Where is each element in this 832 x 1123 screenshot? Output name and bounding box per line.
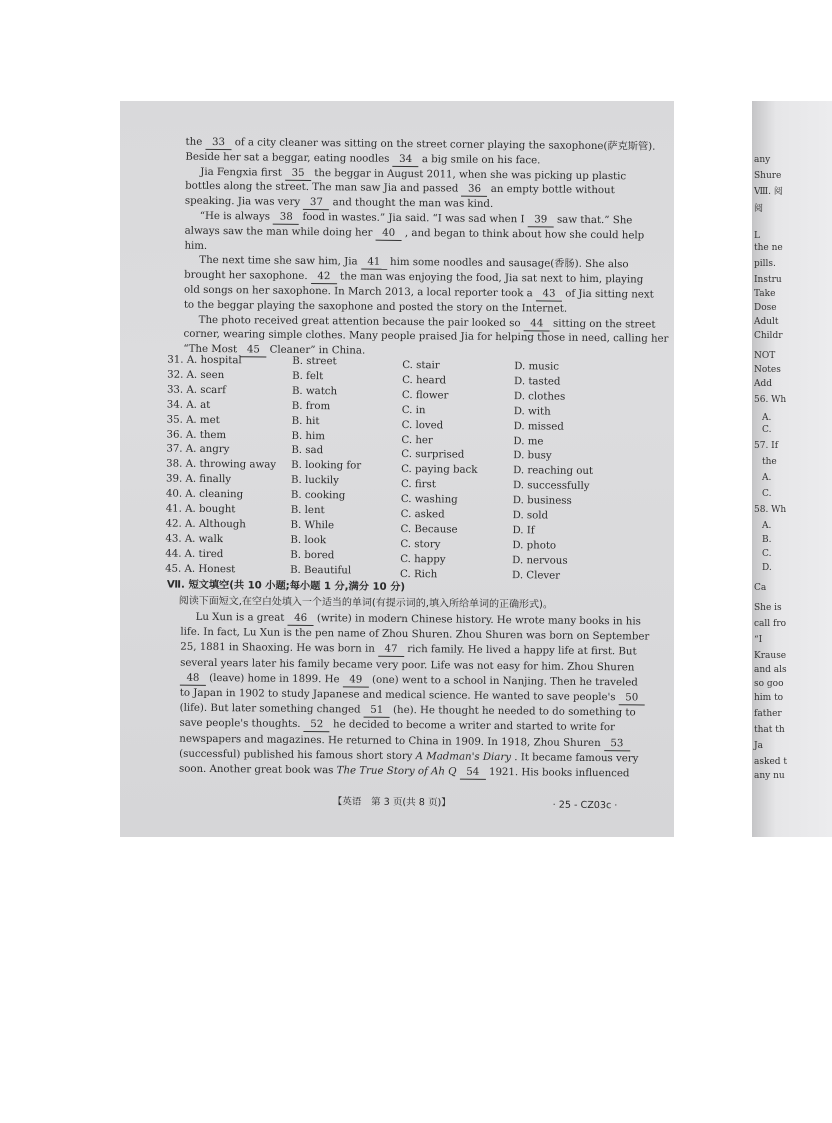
option-item: D. missed: [513, 420, 564, 433]
next-page-fragment: C.: [762, 489, 772, 499]
answer-blank: 43: [536, 288, 562, 301]
line-text: the: [185, 136, 206, 148]
option-item: C. first: [400, 479, 436, 491]
option-item: D. If: [512, 525, 535, 537]
answer-blank: 40: [376, 227, 402, 240]
answer-blank: 39: [528, 214, 554, 227]
line-text: (life). But later something changed: [179, 702, 364, 716]
option-item: 45. A. Honest: [165, 563, 236, 575]
line-text: “He is always: [199, 210, 274, 223]
answer-blank: 53: [604, 738, 630, 751]
next-page-fragment: NOT: [754, 351, 776, 361]
title-text: The True Story of Ah Q: [336, 765, 457, 778]
next-page-fragment: 58. Wh: [754, 505, 787, 515]
line-text: him some noodles and sausage(香肠). She also: [386, 257, 629, 271]
option-item: C. flower: [401, 389, 449, 402]
option-item: B. luckily: [290, 474, 340, 487]
option-item: D. music: [514, 361, 559, 373]
next-page-fragment: 56. Wh: [754, 395, 787, 405]
answer-blank: 37: [303, 197, 329, 210]
next-page-fragment: pills.: [754, 259, 776, 269]
line-text: , and began to think about how she could help: [401, 227, 645, 242]
next-page-fragment: C.: [762, 425, 772, 435]
option-item: 40. A. cleaning: [165, 488, 244, 501]
option-item: D. photo: [512, 539, 557, 552]
line-text: corner, wearing simple clothes. Many people praised Jia for helping those in need, calling her: [183, 329, 669, 346]
option-item: B. cooking: [290, 489, 346, 502]
answer-blank: 54: [460, 767, 486, 780]
line-text: life. In fact, Lu Xun is the pen name of Zhou Shuren. Zhou Shuren was born on September: [180, 626, 650, 643]
option-item: B. bored: [290, 549, 335, 561]
line-text: an empty bottle without: [487, 184, 615, 197]
option-item: D. successfully: [512, 480, 590, 493]
answer-blank: 35: [285, 167, 311, 180]
option-item: D. me: [513, 435, 544, 447]
line-text: and thought the man was kind.: [329, 197, 494, 211]
next-page-fragment: Childr: [754, 331, 783, 341]
next-page-fragment: 57. If: [754, 441, 779, 451]
next-page-fragment: any: [754, 155, 771, 165]
option-item: 32. A. seen: [167, 369, 225, 381]
line-text: food in wastes.” Jia said. “I was sad when I: [299, 211, 528, 226]
next-page-strip: [752, 101, 832, 837]
footer-right: · 25 - CZ03c ·: [552, 799, 618, 812]
section-7-instruction: 阅读下面短文,在空白处填入一个适当的单词(有提示词的,填入所给单词的正确形式)。: [178, 595, 553, 611]
next-page-fragment: the ne: [754, 243, 783, 253]
answer-blank: 41: [361, 257, 387, 270]
answer-blank: 49: [343, 674, 369, 687]
footer-left: 【英语 第 3 页(共 8 页)】: [332, 796, 451, 809]
line-text: Lu Xun is a great: [195, 611, 288, 624]
option-item: B. look: [290, 534, 327, 546]
option-item: B. Beautiful: [290, 564, 352, 577]
next-page-fragment: asked t: [754, 757, 788, 767]
line-text: saw that.” She: [553, 214, 633, 227]
line-text: the beggar in August 2011, when she was picking up plastic: [311, 167, 627, 182]
option-item: C. asked: [400, 508, 445, 521]
section-7-title: Ⅶ. 短文填空(共 10 小题;每小题 1 分,满分 10 分): [166, 579, 406, 594]
option-item: C. happy: [400, 553, 446, 566]
line-text: The photo received great attention because the pair looked so: [198, 314, 524, 329]
answer-blank: 42: [311, 271, 337, 284]
option-item: B. sad: [291, 445, 324, 457]
line-text: of Jia sitting next: [561, 288, 654, 301]
answer-blank: 47: [378, 644, 404, 657]
option-item: B. watch: [291, 385, 338, 398]
answer-blank: 36: [461, 184, 487, 197]
option-item: B. from: [291, 400, 331, 412]
line-text: save people's thoughts.: [179, 718, 304, 731]
answer-blank: 52: [304, 719, 330, 732]
option-item: B. While: [290, 519, 335, 532]
option-item: C. loved: [401, 419, 444, 431]
option-item: C. paying back: [401, 464, 478, 477]
line-text: of a city cleaner was sitting on the street corner playing the saxophone(萨克斯管).: [231, 137, 656, 153]
option-item: C. Because: [400, 523, 458, 536]
answer-blank: 33: [205, 137, 231, 150]
next-page-fragment: and als: [754, 665, 787, 675]
next-page-fragment: him to: [754, 693, 784, 703]
next-page-fragment: “I: [754, 635, 763, 645]
option-item: 38. A. throwing away: [166, 458, 277, 471]
next-page-fragment: father: [754, 709, 782, 719]
option-item: 34. A. at: [166, 399, 211, 411]
next-page-fragment: Ja: [754, 741, 763, 751]
answer-blank: 51: [364, 705, 390, 718]
line-text: speaking. Jia was very: [184, 195, 304, 209]
next-page-fragment: the: [762, 457, 777, 467]
line-text: the man was enjoying the food, Jia sat next to him, playing: [336, 271, 644, 286]
next-page-fragment: 阅: [754, 204, 764, 214]
option-item: C. her: [401, 434, 433, 446]
option-item: D. nervous: [512, 554, 568, 567]
option-item: D. Clever: [511, 569, 561, 582]
line-text: bottles along the street. The man saw Jia and passed: [185, 181, 462, 195]
option-item: D. sold: [512, 510, 549, 522]
option-item: 43. A. walk: [165, 533, 223, 545]
line-text: rich family. He lived a happy life at first. But: [403, 644, 637, 658]
option-item: C. surprised: [401, 449, 465, 462]
option-item: C. story: [400, 538, 441, 551]
line-text: . It became famous very: [514, 751, 639, 765]
next-page-fragment: Shure: [754, 171, 782, 181]
answer-blank: 50: [619, 692, 645, 705]
answer-blank: 46: [288, 613, 314, 626]
line-text: The next time she saw him, Jia: [199, 255, 361, 268]
option-item: B. lent: [290, 504, 325, 517]
line-text: newspapers and magazines. He returned to China in 1909. In 1918, Zhou Shuren: [179, 733, 604, 749]
next-page-fragment: Ⅷ. 阅: [754, 187, 783, 197]
next-page-fragment: C.: [762, 549, 772, 559]
next-page-fragment: Notes: [754, 365, 781, 375]
line-text: to Japan in 1902 to study Japanese and medical science. He wanted to save people's: [179, 687, 619, 704]
line-text: to the beggar playing the saxophone and posted the story on the Internet.: [183, 299, 568, 315]
answer-blank: 45: [240, 344, 266, 357]
line-text: always saw the man while doing her: [184, 225, 376, 239]
line-text: 1921. His books influenced: [485, 766, 630, 780]
line-text: Beside her sat a beggar, eating noodles: [185, 151, 393, 165]
option-item: 33. A. scarf: [166, 384, 226, 396]
exam-page: [112, 101, 763, 844]
option-item: D. with: [513, 405, 551, 418]
next-page-fragment: so goo: [754, 679, 784, 689]
next-page-fragment: Ca: [754, 583, 767, 593]
line-text: (leave) home in 1899. He: [205, 672, 343, 686]
line-text: sitting on the street: [549, 318, 656, 331]
option-item: C. in: [401, 404, 426, 416]
next-page-fragment: Add: [754, 379, 773, 389]
option-item: C. stair: [402, 359, 440, 372]
option-item: 41. A. bought: [165, 503, 236, 516]
option-item: D. reaching out: [513, 465, 594, 478]
next-page-fragment: Take: [754, 289, 776, 299]
next-page-fragment: Adult: [754, 317, 779, 327]
option-item: 39. A. finally: [165, 473, 232, 486]
option-item: C. washing: [400, 494, 458, 506]
line-text: (he). He thought he needed to do something to: [389, 705, 636, 719]
line-text: Jia Fengxia first: [200, 166, 286, 179]
option-item: C. Rich: [400, 568, 438, 580]
line-text: (write) in modern Chinese history. He wrote many books in his: [313, 613, 641, 628]
answer-blank: 48: [180, 672, 206, 685]
option-item: 35. A. met: [166, 414, 220, 426]
line-text: several years later his family became very poor. Life was not easy for him. Zhou Shuren: [180, 657, 635, 674]
next-page-fragment: any nu: [754, 771, 785, 781]
option-item: D. business: [512, 495, 572, 507]
answer-blank: 34: [393, 154, 419, 167]
option-item: B. street: [292, 355, 337, 368]
next-page-fragment: Dose: [754, 303, 777, 313]
option-item: 42. A. Although: [165, 518, 246, 531]
option-item: C. heard: [402, 374, 447, 387]
next-page-fragment: B.: [762, 535, 772, 545]
option-item: B. felt: [292, 370, 324, 383]
next-page-fragment: Krause: [754, 651, 787, 661]
next-page-fragment: She is: [754, 603, 782, 613]
option-item: 31. A. hospital: [167, 354, 242, 367]
option-item: 36. A. them: [166, 429, 227, 441]
scanned-photo: [120, 101, 788, 837]
next-page-fragment: A.: [762, 413, 772, 423]
option-item: D. clothes: [513, 390, 566, 403]
option-item: B. looking for: [291, 460, 362, 472]
option-item: 37. A. angry: [166, 443, 230, 456]
line-text: (one) went to a school in Nanjing. Then he traveled: [368, 674, 638, 689]
next-page-fragment: A.: [762, 473, 772, 483]
next-page-fragment: A.: [762, 521, 772, 531]
line-text: soon. Another great book was: [178, 763, 337, 777]
option-item: 44. A. tired: [165, 548, 224, 560]
next-page-fragment: L: [754, 231, 760, 241]
option-item: D. busy: [513, 450, 552, 462]
line-text: a big smile on his face.: [418, 153, 541, 167]
answer-blank: 38: [273, 212, 299, 225]
line-text: 25, 1881 in Shaoxing. He was born in: [180, 642, 379, 656]
option-item: B. him: [291, 430, 326, 442]
title-text: A Madman's Diary: [415, 750, 512, 763]
line-text: old songs on her saxophone. In March 2013, a local reporter took a: [183, 284, 537, 300]
line-text: Cleaner” in China.: [266, 344, 366, 357]
line-text: “The Most: [183, 343, 241, 356]
line-text: brought her saxophone.: [184, 269, 311, 283]
line-text: (successful) published his famous short story: [179, 748, 416, 762]
line-text: he decided to become a writer and started to write for: [329, 719, 615, 734]
next-page-fragment: D.: [762, 563, 772, 573]
option-item: D. tasted: [514, 376, 561, 388]
next-page-fragment: Instru: [754, 275, 782, 285]
line-text: him.: [184, 240, 208, 252]
next-page-fragment: that th: [754, 725, 785, 735]
next-page-fragment: call fro: [754, 619, 787, 629]
option-item: B. hit: [291, 415, 320, 427]
answer-blank: 44: [524, 318, 550, 331]
